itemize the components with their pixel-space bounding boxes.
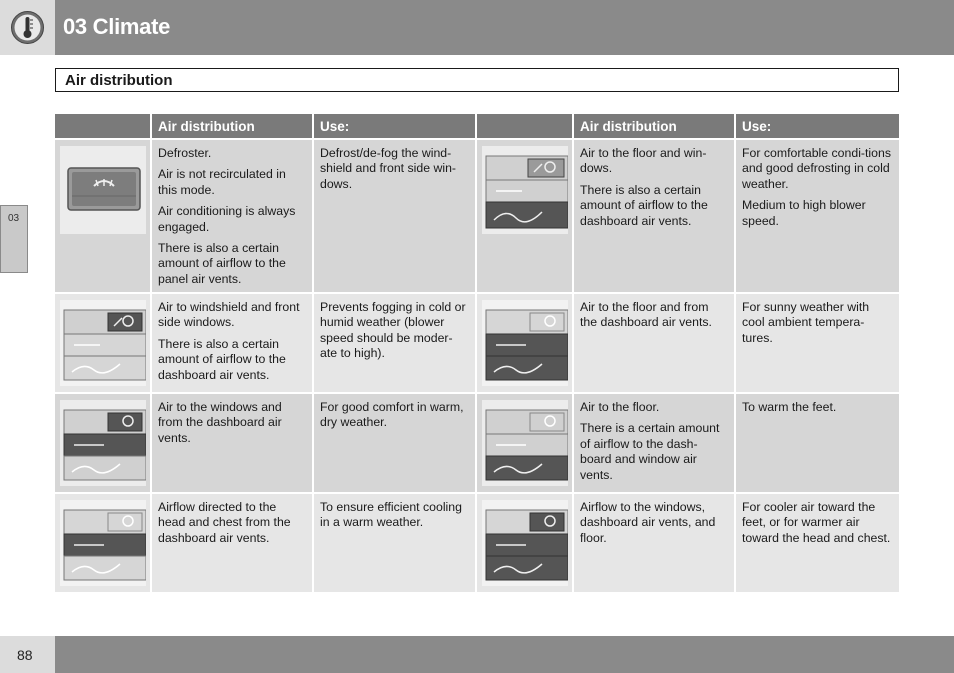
windows-dashboard-button-icon <box>60 400 146 486</box>
cell-text: Airflow to the windows, dashboard air vents, and floor. <box>580 500 716 545</box>
mode-image-cell <box>55 394 152 494</box>
header-air-distribution: Air distribution <box>152 114 314 140</box>
cell-text: Defroster. <box>158 146 212 160</box>
air-distribution-cell <box>574 294 736 394</box>
use-cell <box>314 294 477 394</box>
floor-windshield-button-icon <box>482 146 568 234</box>
cell-text: Defrost/de-fog the wind-shield and front side win-dows. <box>320 146 457 191</box>
cell-text: For sunny weather with cool ambient tempera-tures. <box>742 300 870 345</box>
cell-text: For cooler air toward the feet, or for warmer air toward the head and chest. <box>742 500 891 545</box>
air-distribution-cell <box>152 294 314 394</box>
air-distribution-cell <box>152 394 314 494</box>
mode-image-cell <box>55 294 152 394</box>
table-row <box>55 494 899 594</box>
chapter-title: 03 Climate <box>63 14 171 39</box>
table-header-row <box>55 114 899 140</box>
cell-text: Medium to high blower speed. <box>742 198 866 228</box>
chapter-header <box>0 0 954 55</box>
cell-text: To warm the feet. <box>742 400 837 414</box>
side-tab-label: 03 <box>8 213 20 224</box>
section-heading-box <box>55 68 899 92</box>
cell-text: There is also a certain amount of airflow to the panel air vents. <box>158 241 286 286</box>
mode-image-cell <box>477 140 574 294</box>
header-air-distribution: Air distribution <box>574 114 736 140</box>
chapter-side-tab[interactable] <box>0 205 28 273</box>
head-chest-button-icon <box>60 500 146 586</box>
use-cell <box>314 394 477 494</box>
air-distribution-table <box>55 114 899 594</box>
cell-text: For comfortable condi-tions and good defrosting in cold weather. <box>742 146 891 191</box>
use-cell <box>736 494 899 594</box>
page-footer <box>0 636 954 673</box>
cell-text: Air to the floor and from the dashboard air vents. <box>580 300 712 330</box>
table-row <box>55 294 899 394</box>
header-image-cell <box>55 114 152 140</box>
header-use: Use: <box>736 114 899 140</box>
chapter-icon-box <box>0 0 55 55</box>
windshield-button-icon <box>60 300 146 386</box>
cell-text: Prevents fogging in cold or humid weather (blower speed should be moder-ate to high). <box>320 300 466 361</box>
header-use: Use: <box>314 114 477 140</box>
mode-image-cell <box>55 494 152 594</box>
header-image-cell <box>477 114 574 140</box>
air-distribution-cell <box>574 494 736 594</box>
air-distribution-cell <box>152 140 314 294</box>
windows-dashboard-floor-button-icon <box>482 500 568 586</box>
floor-dashboard-button-icon <box>482 300 568 386</box>
use-cell <box>736 394 899 494</box>
use-cell <box>736 140 899 294</box>
mode-image-cell <box>477 394 574 494</box>
section-title: Air distribution <box>65 72 173 89</box>
cell-text: Airflow directed to the head and chest from the dashboard air vents. <box>158 500 291 545</box>
mode-image-cell <box>55 140 152 294</box>
cell-text: To ensure efficient cooling in a warm weather. <box>320 500 462 530</box>
cell-text: For good comfort in warm, dry weather. <box>320 400 464 430</box>
thermometer-icon <box>10 10 45 45</box>
mode-image-cell <box>477 494 574 594</box>
table-row <box>55 140 899 294</box>
cell-text: Air to the windows and from the dashboard air vents. <box>158 400 282 445</box>
page-number: 88 <box>17 647 33 663</box>
air-distribution-cell <box>574 394 736 494</box>
use-cell <box>314 494 477 594</box>
cell-text: There is also a certain amount of airflow to the dashboard air vents. <box>580 182 708 228</box>
floor-button-icon <box>482 400 568 486</box>
cell-text: Air is not recirculated in this mode. <box>158 167 286 197</box>
table-row <box>55 394 899 494</box>
use-cell <box>736 294 899 394</box>
cell-text: Air to the floor and win-dows. <box>580 146 707 176</box>
use-cell <box>314 140 477 294</box>
cell-text: There is also a certain amount of airflow to the dashboard air vents. <box>158 336 286 382</box>
cell-text: Air conditioning is always engaged. <box>158 204 296 234</box>
defroster-button-icon <box>60 146 146 234</box>
cell-text: There is a certain amount of airflow to the dash-board and window air vents. <box>580 421 720 482</box>
mode-image-cell <box>477 294 574 394</box>
air-distribution-cell <box>574 140 736 294</box>
cell-text: Air to windshield and front side windows. <box>158 300 300 330</box>
cell-text: Air to the floor. <box>580 400 660 414</box>
page-number-box <box>0 636 55 673</box>
air-distribution-cell <box>152 494 314 594</box>
